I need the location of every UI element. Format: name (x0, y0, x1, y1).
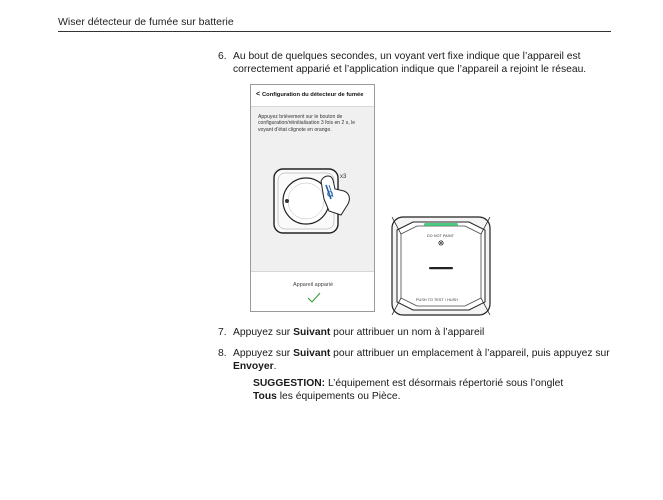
bold-term: Envoyer (233, 360, 274, 372)
instruction-line: Appuyez brièvement sur le bouton de (258, 114, 343, 120)
text-segment: Appuyez sur (233, 327, 294, 338)
press-count: x3 (340, 174, 347, 180)
step-number: 7. (218, 327, 227, 338)
text-segment: pour attribuer un nom à l’appareil (330, 327, 485, 338)
text-segment: Appuyez sur (233, 348, 294, 359)
text-segment: pour attribuer un emplacement à l’appareil, puis appuyez sur (330, 348, 610, 359)
step-number: 8. (218, 348, 227, 359)
step-text: Au bout de quelques secondes, un voyant vert fixe indique que l’appareil est correctement apparié et l’application indique que l’appareil a rejoint le réseau. (233, 51, 587, 75)
app-title: Configuration du détecteur de fumée (262, 92, 364, 98)
back-icon: < (256, 91, 261, 98)
step-number: 6. (218, 51, 227, 62)
test-button-slot (429, 267, 453, 269)
app-screenshot (250, 84, 375, 312)
header-title: Wiser détecteur de fumée sur batterie (58, 16, 234, 28)
status-led (424, 223, 458, 226)
step-text (233, 348, 623, 373)
check-icon (307, 292, 321, 304)
bold-term: Suivant (293, 348, 331, 359)
bold-term: Tous (253, 390, 277, 402)
step-8 (218, 348, 618, 374)
suggestion-note (253, 378, 573, 403)
suggestion-label: SUGGESTION: (253, 378, 326, 389)
device-bottom-label: PUSH TO TEST / HUSH (416, 298, 458, 302)
pairing-status: Appareil apparié (292, 282, 334, 288)
pairing-illustration (269, 163, 369, 243)
text-segment: L’équipement est désormais répertorié sous l’onglet (325, 378, 564, 389)
text-segment: . (273, 360, 277, 372)
instruction-line: configuration/réinitialisation 3 fois en 2 s, le (258, 120, 356, 127)
step-6 (218, 51, 618, 77)
device-top-label: DO NOT PAINT (427, 234, 455, 238)
bold-term: Suivant (293, 327, 331, 338)
step-text (233, 327, 623, 340)
header-divider (58, 31, 611, 32)
text-segment: les équipements ou Pièce. (276, 390, 401, 402)
app-instruction (258, 114, 370, 133)
instruction-line: voyant d’état clignote en orange. (258, 126, 332, 133)
pairing-button-icon (285, 199, 289, 203)
step-7 (218, 327, 618, 341)
app-header (251, 85, 375, 107)
app-footer (251, 271, 375, 312)
